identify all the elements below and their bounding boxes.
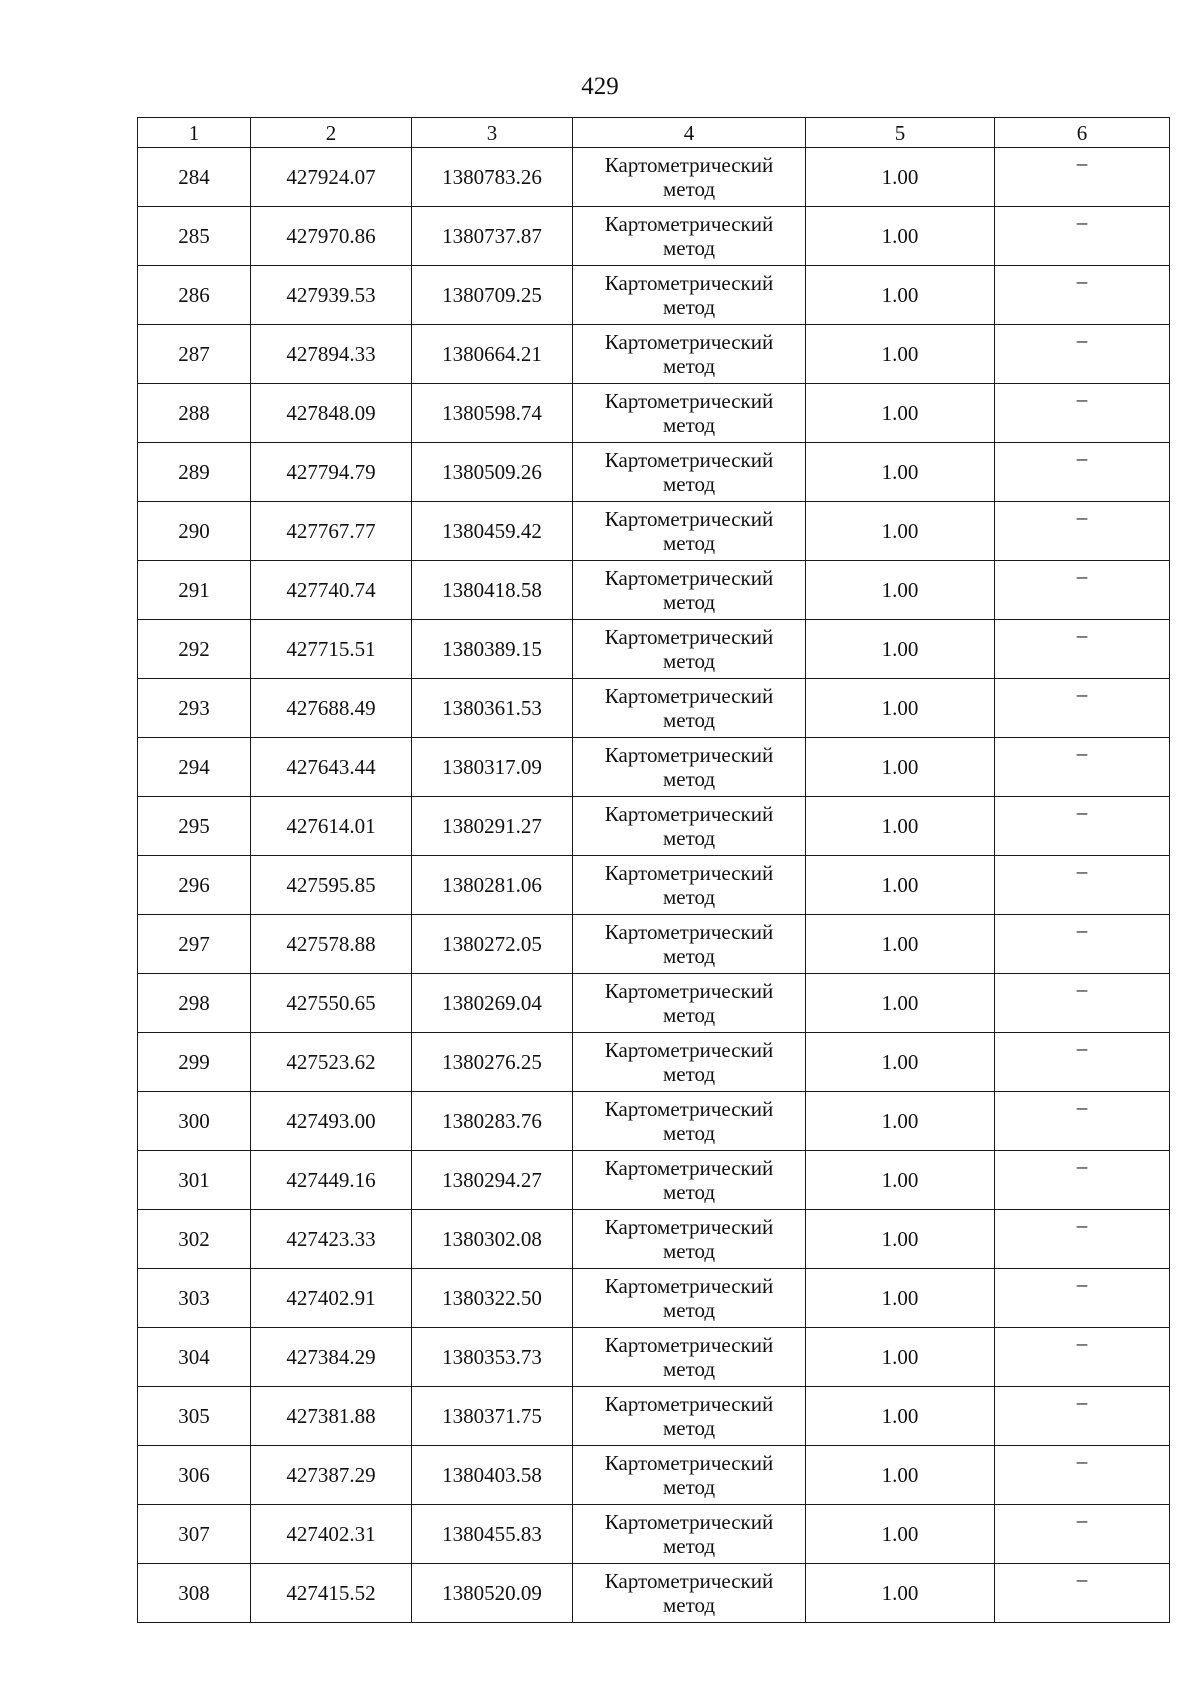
x-coordinate-cell: 427688.49 [251, 679, 412, 738]
description-cell: – [995, 1564, 1170, 1623]
y-coordinate-cell: 1380322.50 [412, 1269, 573, 1328]
table-row [138, 443, 1170, 502]
method-line-2: метод [662, 1416, 716, 1440]
point-number-cell: 295 [138, 797, 251, 856]
point-number-cell: 290 [138, 502, 251, 561]
method-cell [573, 1564, 806, 1623]
table-row [138, 1033, 1170, 1092]
y-coordinate-cell: 1380389.15 [412, 620, 573, 679]
y-coordinate-cell: 1380294.27 [412, 1151, 573, 1210]
method-line-2: метод [662, 1003, 716, 1027]
method-cell [573, 1033, 806, 1092]
description-cell: – [995, 148, 1170, 207]
method-line-2: метод [662, 354, 716, 378]
accuracy-cell: 1.00 [806, 1505, 995, 1564]
y-coordinate-cell: 1380269.04 [412, 974, 573, 1033]
description-cell: – [995, 1446, 1170, 1505]
point-number-cell: 297 [138, 915, 251, 974]
table-row [138, 1210, 1170, 1269]
x-coordinate-cell: 427384.29 [251, 1328, 412, 1387]
method-line-1: Картометрический [604, 271, 774, 295]
y-coordinate-cell: 1380598.74 [412, 384, 573, 443]
method-cell [573, 620, 806, 679]
method-line-1: Картометрический [604, 212, 774, 236]
method-line-1: Картометрический [604, 802, 774, 826]
accuracy-cell: 1.00 [806, 207, 995, 266]
x-coordinate-cell: 427423.33 [251, 1210, 412, 1269]
point-number-cell: 285 [138, 207, 251, 266]
method-line-1: Картометрический [604, 566, 774, 590]
description-cell: – [995, 1505, 1170, 1564]
y-coordinate-cell: 1380737.87 [412, 207, 573, 266]
method-line-2: метод [662, 177, 716, 201]
table-row [138, 738, 1170, 797]
y-coordinate-cell: 1380272.05 [412, 915, 573, 974]
x-coordinate-cell: 427848.09 [251, 384, 412, 443]
column-header: 2 [251, 118, 412, 148]
column-header: 1 [138, 118, 251, 148]
method-line-1: Картометрический [604, 1451, 774, 1475]
method-line-1: Картометрический [604, 1038, 774, 1062]
y-coordinate-cell: 1380371.75 [412, 1387, 573, 1446]
method-line-2: метод [662, 1593, 716, 1617]
description-cell: – [995, 620, 1170, 679]
method-cell [573, 384, 806, 443]
table-row [138, 325, 1170, 384]
column-header: 5 [806, 118, 995, 148]
x-coordinate-cell: 427715.51 [251, 620, 412, 679]
y-coordinate-cell: 1380281.06 [412, 856, 573, 915]
accuracy-cell: 1.00 [806, 1387, 995, 1446]
point-number-cell: 307 [138, 1505, 251, 1564]
method-cell [573, 1151, 806, 1210]
y-coordinate-cell: 1380520.09 [412, 1564, 573, 1623]
point-number-cell: 304 [138, 1328, 251, 1387]
y-coordinate-cell: 1380418.58 [412, 561, 573, 620]
point-number-cell: 293 [138, 679, 251, 738]
x-coordinate-cell: 427402.91 [251, 1269, 412, 1328]
table-row [138, 679, 1170, 738]
table-row [138, 856, 1170, 915]
description-cell: – [995, 679, 1170, 738]
method-line-2: метод [662, 590, 716, 614]
table-row [138, 1564, 1170, 1623]
accuracy-cell: 1.00 [806, 974, 995, 1033]
accuracy-cell: 1.00 [806, 856, 995, 915]
accuracy-cell: 1.00 [806, 915, 995, 974]
description-cell: – [995, 443, 1170, 502]
point-number-cell: 305 [138, 1387, 251, 1446]
method-cell [573, 915, 806, 974]
table-row [138, 561, 1170, 620]
x-coordinate-cell: 427740.74 [251, 561, 412, 620]
accuracy-cell: 1.00 [806, 797, 995, 856]
table-row [138, 974, 1170, 1033]
table-row [138, 266, 1170, 325]
method-cell [573, 679, 806, 738]
method-line-1: Картометрический [604, 920, 774, 944]
method-cell [573, 1446, 806, 1505]
method-line-1: Картометрический [604, 153, 774, 177]
method-cell [573, 1269, 806, 1328]
table-row [138, 620, 1170, 679]
description-cell: – [995, 1092, 1170, 1151]
method-line-2: метод [662, 767, 716, 791]
method-line-2: метод [662, 1357, 716, 1381]
y-coordinate-cell: 1380403.58 [412, 1446, 573, 1505]
point-number-cell: 288 [138, 384, 251, 443]
method-cell [573, 325, 806, 384]
point-number-cell: 284 [138, 148, 251, 207]
table-row [138, 148, 1170, 207]
column-header: 3 [412, 118, 573, 148]
point-number-cell: 287 [138, 325, 251, 384]
x-coordinate-cell: 427939.53 [251, 266, 412, 325]
method-line-1: Картометрический [604, 507, 774, 531]
description-cell: – [995, 1328, 1170, 1387]
x-coordinate-cell: 427578.88 [251, 915, 412, 974]
x-coordinate-cell: 427614.01 [251, 797, 412, 856]
point-number-cell: 294 [138, 738, 251, 797]
x-coordinate-cell: 427767.77 [251, 502, 412, 561]
y-coordinate-cell: 1380459.42 [412, 502, 573, 561]
method-cell [573, 443, 806, 502]
point-number-cell: 296 [138, 856, 251, 915]
table-row [138, 384, 1170, 443]
x-coordinate-cell: 427381.88 [251, 1387, 412, 1446]
table-row [138, 1092, 1170, 1151]
method-line-2: метод [662, 1180, 716, 1204]
point-number-cell: 308 [138, 1564, 251, 1623]
accuracy-cell: 1.00 [806, 1446, 995, 1505]
y-coordinate-cell: 1380455.83 [412, 1505, 573, 1564]
accuracy-cell: 1.00 [806, 325, 995, 384]
accuracy-cell: 1.00 [806, 443, 995, 502]
accuracy-cell: 1.00 [806, 679, 995, 738]
description-cell: – [995, 974, 1170, 1033]
method-line-1: Картометрический [604, 330, 774, 354]
accuracy-cell: 1.00 [806, 561, 995, 620]
accuracy-cell: 1.00 [806, 384, 995, 443]
description-cell: – [995, 1033, 1170, 1092]
y-coordinate-cell: 1380317.09 [412, 738, 573, 797]
description-cell: – [995, 738, 1170, 797]
point-number-cell: 300 [138, 1092, 251, 1151]
method-line-1: Картометрический [604, 1569, 774, 1593]
table-header-row [138, 118, 1170, 148]
method-line-2: метод [662, 1534, 716, 1558]
method-line-1: Картометрический [604, 979, 774, 1003]
method-cell [573, 974, 806, 1033]
point-number-cell: 299 [138, 1033, 251, 1092]
table-row [138, 1387, 1170, 1446]
accuracy-cell: 1.00 [806, 1328, 995, 1387]
method-line-2: метод [662, 1239, 716, 1263]
method-line-2: метод [662, 826, 716, 850]
table-body [138, 148, 1170, 1623]
method-line-2: метод [662, 1121, 716, 1145]
method-line-1: Картометрический [604, 625, 774, 649]
point-number-cell: 292 [138, 620, 251, 679]
accuracy-cell: 1.00 [806, 1564, 995, 1623]
method-cell [573, 148, 806, 207]
y-coordinate-cell: 1380302.08 [412, 1210, 573, 1269]
method-line-2: метод [662, 531, 716, 555]
description-cell: – [995, 325, 1170, 384]
accuracy-cell: 1.00 [806, 1151, 995, 1210]
x-coordinate-cell: 427924.07 [251, 148, 412, 207]
method-line-2: метод [662, 1062, 716, 1086]
point-number-cell: 302 [138, 1210, 251, 1269]
description-cell: – [995, 207, 1170, 266]
x-coordinate-cell: 427894.33 [251, 325, 412, 384]
method-line-2: метод [662, 1475, 716, 1499]
method-cell [573, 1387, 806, 1446]
point-number-cell: 303 [138, 1269, 251, 1328]
x-coordinate-cell: 427402.31 [251, 1505, 412, 1564]
x-coordinate-cell: 427794.79 [251, 443, 412, 502]
x-coordinate-cell: 427523.62 [251, 1033, 412, 1092]
accuracy-cell: 1.00 [806, 266, 995, 325]
method-line-1: Картометрический [604, 1333, 774, 1357]
y-coordinate-cell: 1380353.73 [412, 1328, 573, 1387]
method-line-2: метод [662, 649, 716, 673]
table-row [138, 1269, 1170, 1328]
method-line-1: Картометрический [604, 389, 774, 413]
method-line-1: Картометрический [604, 743, 774, 767]
table-row [138, 797, 1170, 856]
accuracy-cell: 1.00 [806, 1033, 995, 1092]
method-line-1: Картометрический [604, 684, 774, 708]
description-cell: – [995, 561, 1170, 620]
description-cell: – [995, 1269, 1170, 1328]
method-cell [573, 1092, 806, 1151]
method-line-2: метод [662, 472, 716, 496]
point-number-cell: 298 [138, 974, 251, 1033]
method-cell [573, 207, 806, 266]
method-line-1: Картометрический [604, 448, 774, 472]
method-line-1: Картометрический [604, 1510, 774, 1534]
method-line-1: Картометрический [604, 1156, 774, 1180]
method-line-2: метод [662, 944, 716, 968]
description-cell: – [995, 384, 1170, 443]
x-coordinate-cell: 427387.29 [251, 1446, 412, 1505]
x-coordinate-cell: 427550.65 [251, 974, 412, 1033]
method-cell [573, 1505, 806, 1564]
description-cell: – [995, 1151, 1170, 1210]
method-cell [573, 266, 806, 325]
accuracy-cell: 1.00 [806, 1092, 995, 1151]
y-coordinate-cell: 1380783.26 [412, 148, 573, 207]
table-row [138, 915, 1170, 974]
method-line-1: Картометрический [604, 1215, 774, 1239]
method-line-2: метод [662, 413, 716, 437]
method-line-2: метод [662, 295, 716, 319]
x-coordinate-cell: 427493.00 [251, 1092, 412, 1151]
y-coordinate-cell: 1380361.53 [412, 679, 573, 738]
y-coordinate-cell: 1380664.21 [412, 325, 573, 384]
point-number-cell: 286 [138, 266, 251, 325]
point-number-cell: 301 [138, 1151, 251, 1210]
description-cell: – [995, 797, 1170, 856]
column-header: 4 [573, 118, 806, 148]
table-row [138, 1446, 1170, 1505]
accuracy-cell: 1.00 [806, 1210, 995, 1269]
method-line-1: Картометрический [604, 1274, 774, 1298]
accuracy-cell: 1.00 [806, 148, 995, 207]
y-coordinate-cell: 1380276.25 [412, 1033, 573, 1092]
method-cell [573, 502, 806, 561]
x-coordinate-cell: 427643.44 [251, 738, 412, 797]
point-number-cell: 289 [138, 443, 251, 502]
accuracy-cell: 1.00 [806, 502, 995, 561]
point-number-cell: 306 [138, 1446, 251, 1505]
table-row [138, 1505, 1170, 1564]
description-cell: – [995, 915, 1170, 974]
column-header: 6 [995, 118, 1170, 148]
y-coordinate-cell: 1380283.76 [412, 1092, 573, 1151]
method-cell [573, 1328, 806, 1387]
x-coordinate-cell: 427595.85 [251, 856, 412, 915]
page-number: 429 [581, 73, 619, 100]
method-line-2: метод [662, 885, 716, 909]
method-cell [573, 738, 806, 797]
method-line-2: метод [662, 1298, 716, 1322]
point-number-cell: 291 [138, 561, 251, 620]
description-cell: – [995, 1387, 1170, 1446]
accuracy-cell: 1.00 [806, 620, 995, 679]
description-cell: – [995, 266, 1170, 325]
table-row [138, 1328, 1170, 1387]
method-cell [573, 856, 806, 915]
table-row [138, 502, 1170, 561]
description-cell: – [995, 502, 1170, 561]
method-line-2: метод [662, 708, 716, 732]
x-coordinate-cell: 427970.86 [251, 207, 412, 266]
x-coordinate-cell: 427449.16 [251, 1151, 412, 1210]
accuracy-cell: 1.00 [806, 1269, 995, 1328]
method-line-2: метод [662, 236, 716, 260]
method-line-1: Картометрический [604, 861, 774, 885]
table-row [138, 207, 1170, 266]
table-row [138, 1151, 1170, 1210]
method-cell [573, 561, 806, 620]
description-cell: – [995, 1210, 1170, 1269]
x-coordinate-cell: 427415.52 [251, 1564, 412, 1623]
method-cell [573, 797, 806, 856]
y-coordinate-cell: 1380509.26 [412, 443, 573, 502]
method-line-1: Картометрический [604, 1392, 774, 1416]
method-cell [573, 1210, 806, 1269]
method-line-1: Картометрический [604, 1097, 774, 1121]
y-coordinate-cell: 1380709.25 [412, 266, 573, 325]
coordinates-table [137, 117, 1170, 1623]
y-coordinate-cell: 1380291.27 [412, 797, 573, 856]
description-cell: – [995, 856, 1170, 915]
accuracy-cell: 1.00 [806, 738, 995, 797]
